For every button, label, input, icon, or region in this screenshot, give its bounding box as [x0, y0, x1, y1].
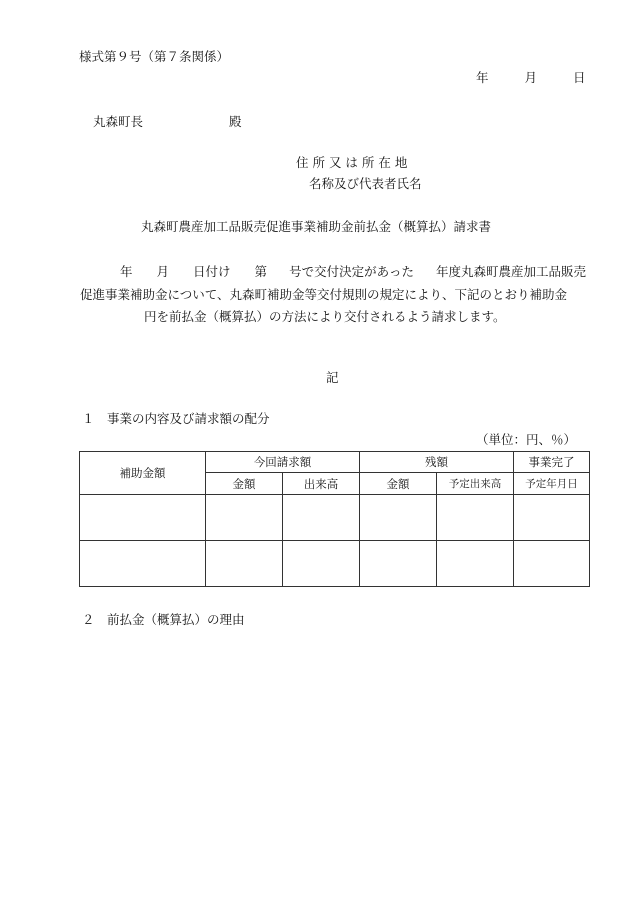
- table-row: [80, 495, 590, 541]
- allocation-table: [79, 451, 590, 587]
- header-progress: 出来高: [283, 473, 360, 495]
- ki-label: 記: [326, 370, 339, 385]
- form-number: 様式第９号（第７条関係）: [79, 49, 230, 64]
- request-body: [80, 261, 590, 329]
- applicant-name-label: 名称及び代表者氏名: [309, 176, 422, 191]
- header-completion-bottom: 予定年月日: [514, 473, 590, 495]
- date-year: 年: [476, 70, 489, 85]
- unit-note: （単位：円、％）: [476, 432, 577, 447]
- addressee-honorific: 殿: [229, 114, 242, 129]
- table-cell[interactable]: [206, 495, 283, 541]
- table-cell[interactable]: [514, 495, 590, 541]
- header-amount-remaining: 金額: [360, 473, 437, 495]
- section2-heading: ２ 前払金（概算払）の理由: [82, 612, 245, 627]
- header-subsidy-amount: 補助金額: [80, 452, 206, 495]
- body-dai: 第: [254, 264, 268, 279]
- header-current-request: 今回請求額: [206, 452, 360, 473]
- body-part2: 円を前払金（概算払）の方法により交付されるよう請求します。: [144, 309, 506, 324]
- section1-heading: １ 事業の内容及び請求額の配分: [82, 411, 270, 426]
- table-cell[interactable]: [283, 495, 360, 541]
- table-cell[interactable]: [206, 541, 283, 587]
- header-completion-top: 事業完了: [514, 452, 590, 473]
- body-year: 年: [120, 264, 133, 279]
- body-gou: 号で交付決定があった: [289, 264, 414, 279]
- addressee-name: 丸森町長: [93, 114, 144, 129]
- header-planned-progress: 予定出来高: [437, 473, 514, 495]
- body-date-suffix: 日付け: [193, 264, 231, 279]
- table-row: [80, 541, 590, 587]
- document-title: 丸森町農産加工品販売促進事業補助金前払金（概算払）請求書: [141, 219, 492, 234]
- body-month: 月: [156, 264, 170, 279]
- header-amount-current: 金額: [206, 473, 283, 495]
- table-cell[interactable]: [437, 495, 514, 541]
- table-cell[interactable]: [283, 541, 360, 587]
- date-month: 月: [524, 70, 537, 85]
- table-cell[interactable]: [80, 541, 206, 587]
- table-cell[interactable]: [80, 495, 206, 541]
- body-part1: 年度丸森町農産加工品販売促進事業補助金について、丸森町補助金等交付規則の規定により、下記のとおり補助金: [80, 264, 586, 302]
- table-cell[interactable]: [437, 541, 514, 587]
- date-day: 日: [572, 70, 586, 85]
- table-cell[interactable]: [360, 495, 437, 541]
- header-remaining: 残額: [360, 452, 514, 473]
- date-line: [476, 72, 585, 85]
- table-cell[interactable]: [360, 541, 437, 587]
- table-cell[interactable]: [514, 541, 590, 587]
- applicant-address-label: 住 所 又 は 所 在 地: [296, 155, 408, 170]
